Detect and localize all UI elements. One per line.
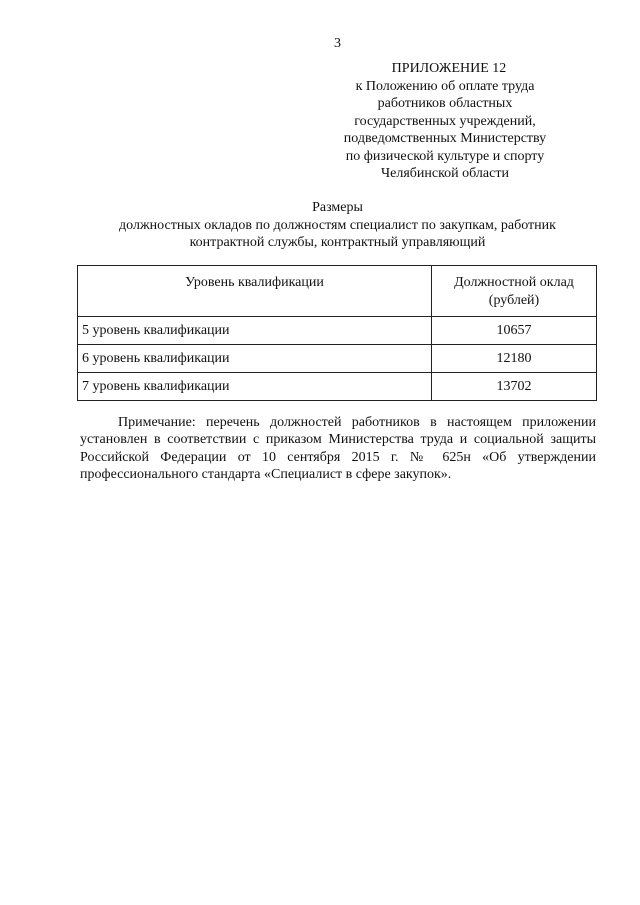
appendix-line: работников областных [377, 96, 513, 111]
table-row [78, 345, 597, 373]
heading-title: Размеры [312, 200, 363, 215]
appendix-line: подведомственных Министерству [343, 131, 547, 146]
page-number: 3 [334, 36, 341, 51]
appendix-line: государственных учреждений, [354, 113, 536, 129]
table-header-row [78, 266, 597, 317]
salary-table [77, 265, 597, 401]
qualification-level: 5 уровень квалификации [78, 317, 432, 345]
heading-line: должностных окладов по должностям специалист по закупкам, работник [119, 217, 556, 233]
note [80, 414, 596, 483]
heading-line: контрактной службы, контрактный управляющий [189, 235, 486, 250]
salary-value: 10657 [432, 317, 597, 345]
appendix-line: к Положению об оплате труда [355, 78, 535, 94]
header-salary [432, 266, 597, 317]
header-salary-unit: (рублей) [488, 293, 540, 308]
appendix-title: ПРИЛОЖЕНИЕ 12 [391, 61, 507, 76]
appendix-line: Челябинской области [381, 166, 509, 181]
document-heading [80, 199, 595, 252]
appendix-line: по физической культуре и спорту [345, 148, 545, 164]
qualification-level: 7 уровень квалификации [78, 373, 432, 401]
appendix-header [330, 60, 560, 183]
table-row [78, 317, 597, 345]
note-text: Примечание: перечень должностей работников в настоящем приложении установлен в соответствии с приказом Министерства труда и социальной защиты Российской Федерации от 10 сентября 2015 г. № 625н «Об утверждении профессионального стандарта «Специалист в сфере закупок». [80, 415, 596, 482]
qualification-level: 6 уровень квалификации [78, 345, 432, 373]
header-level: Уровень квалификации [78, 266, 432, 317]
salary-value: 12180 [432, 345, 597, 373]
table-row [78, 373, 597, 401]
salary-value: 13702 [432, 373, 597, 401]
header-salary-line: Должностной оклад [454, 275, 574, 290]
